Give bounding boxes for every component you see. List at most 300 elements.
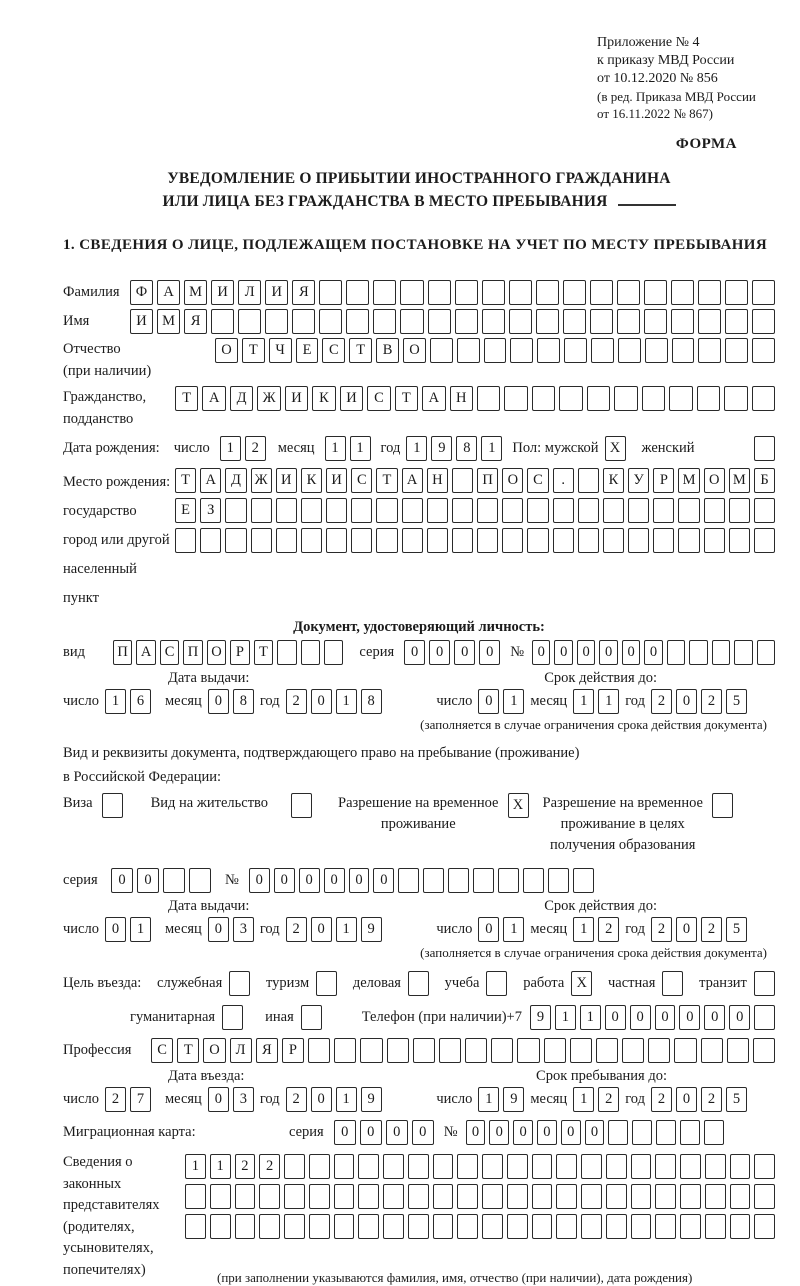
char-cell[interactable]: К [603,468,624,493]
char-cell[interactable]: 0 [208,689,229,714]
char-cell[interactable] [504,386,527,411]
char-cell[interactable]: 2 [286,689,307,714]
surname-cells[interactable] [130,280,775,305]
char-cell[interactable] [309,1214,330,1239]
char-cell[interactable] [642,386,665,411]
char-cell[interactable] [672,338,695,363]
char-cell[interactable] [373,309,396,334]
char-cell[interactable]: 5 [726,917,747,942]
char-cell[interactable] [559,386,582,411]
char-cell[interactable]: 0 [704,1005,725,1030]
char-cell[interactable] [507,1184,528,1209]
char-cell[interactable]: 0 [249,868,270,893]
char-cell[interactable] [477,528,498,553]
char-cell[interactable] [537,338,560,363]
char-cell[interactable]: 3 [233,1087,254,1112]
char-cell[interactable]: Я [256,1038,278,1063]
purpose-private-checkbox[interactable] [662,971,683,996]
birth-year-cells[interactable] [406,436,502,461]
char-cell[interactable]: С [527,468,548,493]
char-cell[interactable] [727,1038,749,1063]
char-cell[interactable] [484,338,507,363]
char-cell[interactable] [573,868,594,893]
char-cell[interactable] [319,280,342,305]
char-cell[interactable] [656,1120,676,1145]
char-cell[interactable]: 0 [585,1120,605,1145]
char-cell[interactable]: 0 [105,917,126,942]
char-cell[interactable] [556,1184,577,1209]
char-cell[interactable]: 1 [503,689,524,714]
char-cell[interactable]: 0 [429,640,450,665]
char-cell[interactable]: 1 [406,436,427,461]
char-cell[interactable] [276,498,297,523]
char-cell[interactable]: 0 [208,917,229,942]
char-cell[interactable]: Б [754,468,775,493]
char-cell[interactable] [752,386,775,411]
identity-kind-cells[interactable] [113,640,343,665]
char-cell[interactable] [608,1120,628,1145]
char-cell[interactable] [433,1214,454,1239]
char-cell[interactable]: 9 [361,1087,382,1112]
char-cell[interactable]: 2 [701,917,722,942]
char-cell[interactable]: 0 [311,1087,332,1112]
char-cell[interactable] [452,468,473,493]
purpose-study-checkbox[interactable] [486,971,507,996]
phone-cells[interactable] [530,1005,775,1030]
char-cell[interactable]: М [157,309,180,334]
char-cell[interactable] [433,1154,454,1179]
char-cell[interactable] [653,528,674,553]
char-cell[interactable] [556,1214,577,1239]
temp-residence-education-checkbox[interactable] [712,793,733,818]
char-cell[interactable] [509,309,532,334]
char-cell[interactable] [457,1214,478,1239]
char-cell[interactable]: 2 [651,689,672,714]
char-cell[interactable]: 0 [466,1120,486,1145]
char-cell[interactable] [502,528,523,553]
char-cell[interactable]: К [301,468,322,493]
char-cell[interactable]: 0 [478,917,499,942]
char-cell[interactable] [712,640,730,665]
char-cell[interactable]: 0 [111,868,133,893]
char-cell[interactable] [680,1214,701,1239]
char-cell[interactable] [477,386,500,411]
entry-year[interactable] [286,1087,382,1112]
char-cell[interactable] [705,1154,726,1179]
char-cell[interactable]: А [157,280,180,305]
char-cell[interactable]: 0 [324,868,345,893]
char-cell[interactable]: О [215,338,238,363]
char-cell[interactable]: 1 [555,1005,576,1030]
residence-valid-day[interactable] [478,917,524,942]
char-cell[interactable] [284,1154,305,1179]
char-cell[interactable]: 0 [373,868,394,893]
char-cell[interactable] [408,1214,429,1239]
char-cell[interactable]: 0 [404,640,425,665]
char-cell[interactable] [644,280,667,305]
char-cell[interactable]: З [200,498,221,523]
char-cell[interactable] [265,309,288,334]
char-cell[interactable]: 0 [537,1120,557,1145]
birth-month-cells[interactable] [325,436,371,461]
char-cell[interactable]: Ч [269,338,292,363]
char-cell[interactable]: 0 [479,640,500,665]
char-cell[interactable] [752,280,775,305]
char-cell[interactable] [671,309,694,334]
char-cell[interactable]: 1 [220,436,241,461]
char-cell[interactable]: 0 [137,868,159,893]
char-cell[interactable] [532,1154,553,1179]
char-cell[interactable] [376,498,397,523]
char-cell[interactable] [427,528,448,553]
char-cell[interactable]: 2 [105,1087,126,1112]
char-cell[interactable] [631,1214,652,1239]
char-cell[interactable]: Д [225,468,246,493]
char-cell[interactable] [578,528,599,553]
char-cell[interactable]: 0 [360,1120,382,1145]
char-cell[interactable] [428,280,451,305]
char-cell[interactable]: Л [230,1038,252,1063]
char-cell[interactable] [603,498,624,523]
char-cell[interactable] [387,1038,409,1063]
char-cell[interactable]: С [160,640,179,665]
char-cell[interactable]: 2 [598,1087,619,1112]
char-cell[interactable] [358,1214,379,1239]
char-cell[interactable] [309,1184,330,1209]
char-cell[interactable]: И [211,280,234,305]
char-cell[interactable] [757,640,775,665]
identity-issue-day[interactable] [105,689,151,714]
char-cell[interactable]: 0 [655,1005,676,1030]
char-cell[interactable] [423,868,444,893]
residence-number-cells[interactable] [249,868,594,893]
char-cell[interactable] [754,1184,775,1209]
char-cell[interactable] [433,1184,454,1209]
char-cell[interactable] [358,1154,379,1179]
char-cell[interactable] [674,1038,696,1063]
char-cell[interactable]: 0 [644,640,662,665]
char-cell[interactable] [698,309,721,334]
char-cell[interactable] [667,640,685,665]
residence-issue-month[interactable] [208,917,254,942]
char-cell[interactable]: Н [450,386,473,411]
char-cell[interactable] [614,386,637,411]
char-cell[interactable]: 2 [286,917,307,942]
char-cell[interactable] [655,1154,676,1179]
char-cell[interactable] [301,640,320,665]
char-cell[interactable]: 5 [726,1087,747,1112]
birth-day-cells[interactable] [220,436,266,461]
migration-number-cells[interactable] [466,1120,724,1145]
char-cell[interactable]: 0 [630,1005,651,1030]
char-cell[interactable] [698,280,721,305]
char-cell[interactable]: 2 [651,917,672,942]
char-cell[interactable] [277,640,296,665]
char-cell[interactable]: 1 [573,1087,594,1112]
char-cell[interactable]: Т [395,386,418,411]
char-cell[interactable] [465,1038,487,1063]
char-cell[interactable]: 1 [481,436,502,461]
char-cell[interactable] [427,498,448,523]
char-cell[interactable] [259,1184,280,1209]
char-cell[interactable]: Я [292,280,315,305]
char-cell[interactable]: 1 [478,1087,499,1112]
char-cell[interactable]: 2 [259,1154,280,1179]
char-cell[interactable] [578,468,599,493]
char-cell[interactable] [358,1184,379,1209]
char-cell[interactable] [326,528,347,553]
char-cell[interactable] [225,498,246,523]
char-cell[interactable]: 0 [489,1120,509,1145]
char-cell[interactable] [482,309,505,334]
char-cell[interactable] [383,1154,404,1179]
char-cell[interactable]: О [502,468,523,493]
char-cell[interactable] [606,1184,627,1209]
char-cell[interactable] [678,498,699,523]
char-cell[interactable]: 0 [554,640,572,665]
residence-valid-year[interactable] [651,917,747,942]
char-cell[interactable]: И [326,468,347,493]
char-cell[interactable]: А [422,386,445,411]
char-cell[interactable] [622,1038,644,1063]
entry-month[interactable] [208,1087,254,1112]
purpose-official-checkbox[interactable] [229,971,250,996]
char-cell[interactable]: И [130,309,153,334]
char-cell[interactable] [189,868,211,893]
char-cell[interactable]: И [340,386,363,411]
char-cell[interactable] [628,498,649,523]
char-cell[interactable]: В [376,338,399,363]
char-cell[interactable] [725,309,748,334]
char-cell[interactable]: Я [184,309,207,334]
char-cell[interactable] [680,1184,701,1209]
char-cell[interactable] [319,309,342,334]
char-cell[interactable] [754,528,775,553]
temp-residence-checkbox[interactable]: X [508,793,529,818]
char-cell[interactable] [351,528,372,553]
char-cell[interactable] [631,1184,652,1209]
citizenship-cells[interactable] [175,386,775,411]
char-cell[interactable]: 9 [431,436,452,461]
char-cell[interactable] [617,280,640,305]
char-cell[interactable]: . [553,468,574,493]
char-cell[interactable] [645,338,668,363]
given-name-cells[interactable] [130,309,775,334]
char-cell[interactable]: 1 [185,1154,206,1179]
char-cell[interactable]: Т [175,386,198,411]
char-cell[interactable]: 0 [676,1087,697,1112]
char-cell[interactable] [729,528,750,553]
char-cell[interactable]: 8 [456,436,477,461]
char-cell[interactable] [507,1214,528,1239]
char-cell[interactable] [383,1184,404,1209]
char-cell[interactable] [398,868,419,893]
char-cell[interactable] [701,1038,723,1063]
char-cell[interactable]: 1 [105,689,126,714]
char-cell[interactable] [301,498,322,523]
char-cell[interactable]: 0 [454,640,475,665]
char-cell[interactable] [697,386,720,411]
char-cell[interactable]: 0 [412,1120,434,1145]
char-cell[interactable] [596,1038,618,1063]
char-cell[interactable] [334,1038,356,1063]
char-cell[interactable]: Ф [130,280,153,305]
char-cell[interactable] [185,1214,206,1239]
birth-place-cells-row2[interactable] [175,498,775,523]
representatives-cells-row1[interactable] [185,1154,775,1179]
char-cell[interactable] [251,498,272,523]
char-cell[interactable]: 7 [130,1087,151,1112]
char-cell[interactable]: 0 [577,640,595,665]
identity-valid-day[interactable] [478,689,524,714]
identity-series-cells[interactable] [404,640,500,665]
migration-series-cells[interactable] [334,1120,434,1145]
char-cell[interactable]: 1 [573,689,594,714]
identity-issue-year[interactable] [286,689,382,714]
char-cell[interactable]: П [113,640,132,665]
char-cell[interactable]: 9 [361,917,382,942]
char-cell[interactable]: Т [376,468,397,493]
char-cell[interactable] [509,280,532,305]
char-cell[interactable]: М [678,468,699,493]
char-cell[interactable] [527,498,548,523]
char-cell[interactable] [705,1214,726,1239]
char-cell[interactable]: 0 [299,868,320,893]
char-cell[interactable]: 0 [478,689,499,714]
char-cell[interactable]: 2 [651,1087,672,1112]
residence-series-cells[interactable] [111,868,211,893]
char-cell[interactable] [754,1154,775,1179]
char-cell[interactable] [730,1154,751,1179]
char-cell[interactable] [517,1038,539,1063]
char-cell[interactable] [536,309,559,334]
char-cell[interactable] [704,528,725,553]
char-cell[interactable] [631,1154,652,1179]
char-cell[interactable]: Л [238,280,261,305]
char-cell[interactable]: 1 [325,436,346,461]
char-cell[interactable] [603,528,624,553]
char-cell[interactable] [548,868,569,893]
char-cell[interactable]: У [628,468,649,493]
char-cell[interactable] [163,868,185,893]
char-cell[interactable] [457,1184,478,1209]
char-cell[interactable]: 9 [530,1005,551,1030]
char-cell[interactable] [510,338,533,363]
char-cell[interactable]: 2 [598,917,619,942]
char-cell[interactable] [452,498,473,523]
char-cell[interactable] [536,280,559,305]
char-cell[interactable] [669,386,692,411]
char-cell[interactable] [680,1154,701,1179]
purpose-tourism-checkbox[interactable] [316,971,337,996]
char-cell[interactable]: П [183,640,202,665]
char-cell[interactable] [482,1154,503,1179]
char-cell[interactable] [210,1214,231,1239]
char-cell[interactable] [376,528,397,553]
char-cell[interactable]: А [202,386,225,411]
char-cell[interactable] [473,868,494,893]
char-cell[interactable] [705,1184,726,1209]
char-cell[interactable] [292,309,315,334]
stay-year[interactable] [651,1087,747,1112]
char-cell[interactable] [532,386,555,411]
char-cell[interactable]: 8 [361,689,382,714]
char-cell[interactable] [725,338,748,363]
representatives-cells-row2[interactable] [185,1184,775,1209]
char-cell[interactable]: О [704,468,725,493]
char-cell[interactable] [211,309,234,334]
char-cell[interactable]: 0 [622,640,640,665]
char-cell[interactable]: С [351,468,372,493]
purpose-transit-checkbox[interactable] [754,971,775,996]
char-cell[interactable] [590,309,613,334]
char-cell[interactable] [439,1038,461,1063]
char-cell[interactable] [655,1214,676,1239]
char-cell[interactable] [523,868,544,893]
identity-valid-month[interactable] [573,689,619,714]
char-cell[interactable]: 0 [311,689,332,714]
char-cell[interactable]: М [184,280,207,305]
char-cell[interactable] [698,338,721,363]
char-cell[interactable]: 0 [311,917,332,942]
char-cell[interactable]: Р [282,1038,304,1063]
char-cell[interactable] [402,498,423,523]
char-cell[interactable] [704,498,725,523]
char-cell[interactable] [334,1154,355,1179]
char-cell[interactable] [578,498,599,523]
char-cell[interactable]: Т [175,468,196,493]
char-cell[interactable] [734,640,752,665]
char-cell[interactable] [482,280,505,305]
char-cell[interactable] [618,338,641,363]
char-cell[interactable] [754,498,775,523]
char-cell[interactable] [704,1120,724,1145]
char-cell[interactable]: Н [427,468,448,493]
char-cell[interactable]: 0 [676,917,697,942]
purpose-business-checkbox[interactable] [408,971,429,996]
char-cell[interactable]: 1 [336,689,357,714]
char-cell[interactable]: 1 [580,1005,601,1030]
char-cell[interactable] [346,280,369,305]
char-cell[interactable] [532,1214,553,1239]
char-cell[interactable] [725,280,748,305]
char-cell[interactable] [309,1154,330,1179]
char-cell[interactable] [563,280,586,305]
residence-issue-year[interactable] [286,917,382,942]
char-cell[interactable]: 1 [598,689,619,714]
char-cell[interactable] [400,309,423,334]
char-cell[interactable] [400,280,423,305]
char-cell[interactable]: М [729,468,750,493]
char-cell[interactable] [334,1214,355,1239]
char-cell[interactable]: 8 [233,689,254,714]
char-cell[interactable]: 0 [679,1005,700,1030]
char-cell[interactable] [655,1184,676,1209]
char-cell[interactable] [507,1154,528,1179]
residence-permit-checkbox[interactable] [291,793,312,818]
char-cell[interactable]: И [276,468,297,493]
char-cell[interactable]: О [403,338,426,363]
char-cell[interactable] [606,1154,627,1179]
char-cell[interactable]: А [200,468,221,493]
char-cell[interactable] [753,1038,775,1063]
char-cell[interactable]: 0 [676,689,697,714]
char-cell[interactable]: Е [296,338,319,363]
residence-valid-month[interactable] [573,917,619,942]
char-cell[interactable] [477,498,498,523]
char-cell[interactable]: Т [177,1038,199,1063]
char-cell[interactable] [351,498,372,523]
